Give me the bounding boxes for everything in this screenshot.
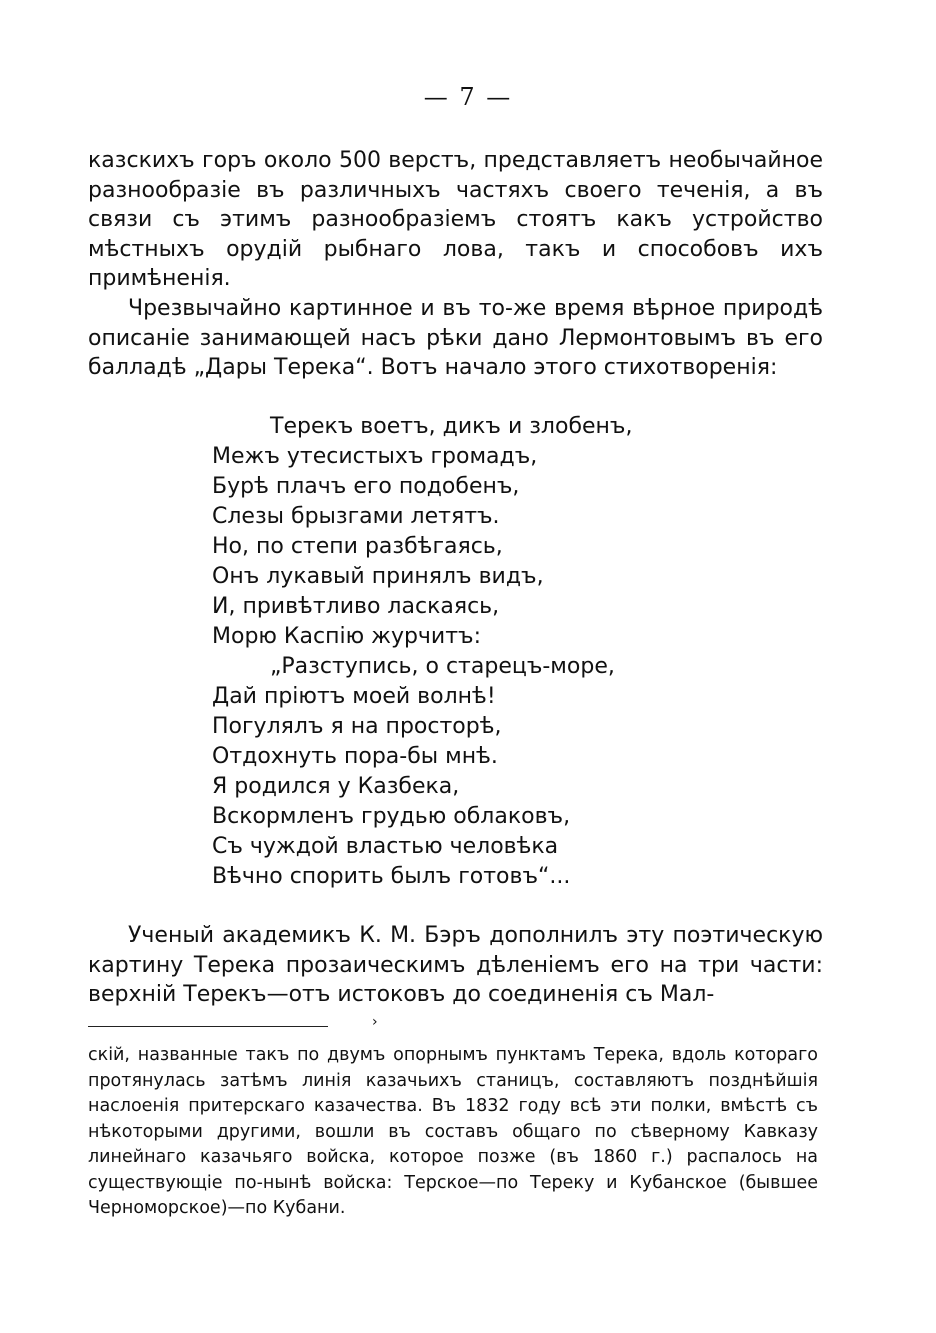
footnote-divider — [88, 1026, 328, 1027]
footnote — [88, 1043, 818, 1222]
paragraph-lermontov — [88, 294, 823, 383]
poem-line: Я родился у Казбека, — [212, 774, 460, 799]
page-number: — 7 — — [423, 83, 513, 111]
poem-line: Вѣчно спорить былъ готовъ“... — [212, 864, 571, 889]
poem-line: Съ чуждой властью человѣка — [212, 834, 559, 859]
paragraph-1: казскихъ горъ около 500 верстъ, представляетъ необычайное разнообразіе въ различныхъ частяхъ своего теченія, а въ связи съ этимъ разнообразіемъ стоятъ какъ устройство мѣстныхъ орудій рыбнаго лова, такъ и способовъ ихъ примѣненія. — [88, 148, 823, 291]
poem-line: Вскормленъ грудью облаковъ, — [212, 804, 571, 829]
poem-line: Терекъ воетъ, дикъ и злобенъ, — [270, 414, 633, 439]
poem-line: Слезы брызгами летятъ. — [212, 504, 500, 529]
poem-line: Онъ лукавый принялъ видъ, — [212, 564, 544, 589]
poem-stanza — [212, 412, 712, 892]
paragraph-continuation — [88, 146, 823, 294]
paragraph-2: Чрезвычайно картинное и въ то-же время вѣрное природѣ описаніе занимающей насъ рѣки дано Лермонтовымъ въ его балладѣ „Дары Терека“. Вотъ начало этого стихотворенія: — [88, 296, 823, 380]
footnote-text: скій, названные такъ по двумъ опорнымъ пунктамъ Терека, вдоль котораго протянулась затѣмъ линія казачьихъ станицъ, составляютъ позднѣйшія наслоенія притерскаго казачества. Въ 1832 году всѣ эти полки, вмѣстѣ съ нѣкоторыми другими, вошли въ составъ общаго по сѣверному Кавказу линейнаго казачьяго войска, которое позже (въ 1860 г.) распалось на существующіе по-нынѣ войска: Терское—по Тереку и Кубанское (бывшее Черноморское)—по Кубани. — [88, 1045, 818, 1218]
paragraph-baer — [88, 921, 823, 1010]
poem-line: Морю Каспію журчитъ: — [212, 624, 481, 649]
poem-line: И, привѣтливо ласкаясь, — [212, 594, 500, 619]
poem-line: Бурѣ плачъ его подобенъ, — [212, 474, 520, 499]
poem-line: Межъ утесистыхъ громадъ, — [212, 444, 538, 469]
poem-line: Дай пріютъ моей волнѣ! — [212, 684, 496, 709]
poem-line: Погулялъ я на просторѣ, — [212, 714, 502, 739]
poem-line: Но, по степи разбѣгаясь, — [212, 534, 503, 559]
poem-line: Отдохнуть пора-бы мнѣ. — [212, 744, 498, 769]
footnote-mark: › — [372, 1014, 378, 1030]
paragraph-3: Ученый академикъ К. М. Бэръ дополнилъ эту поэтическую картину Терека прозаическимъ дѣленіемъ его на три части: верхній Терекъ—отъ истоковъ до соединенія съ Мал- — [88, 923, 823, 1007]
poem-line: „Разступись, о старецъ-море, — [270, 654, 615, 679]
